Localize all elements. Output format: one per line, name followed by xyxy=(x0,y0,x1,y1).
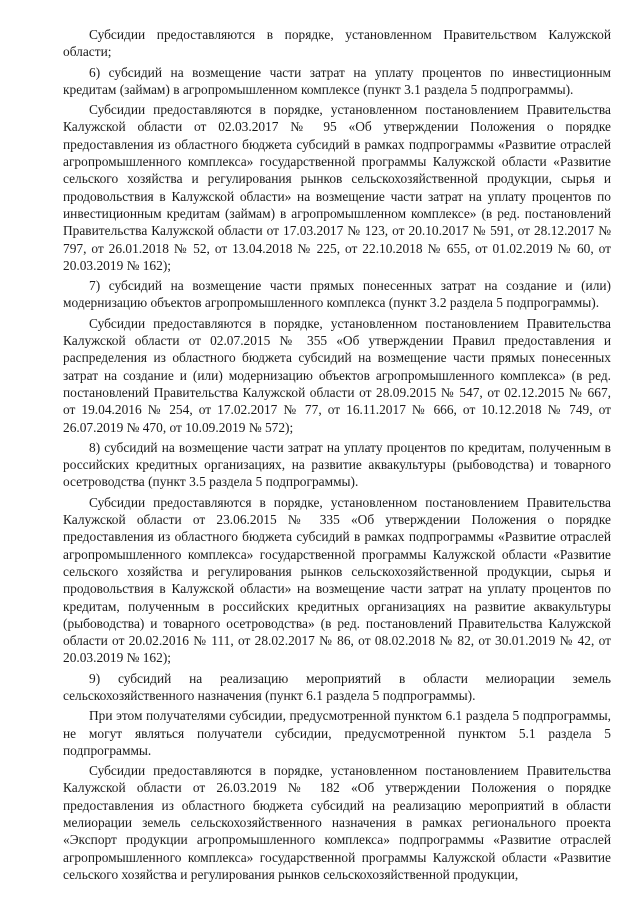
paragraph-item-9: 9) субсидий на реализацию мероприятий в области мелиорации земель сельскохозяйственного назначения (пункт 6.1 раздела 5 подпрограммы). xyxy=(63,670,611,703)
paragraph-resolution-95: Субсидии предоставляются в порядке, установленном постановлением Правительства Калужской области от 02.03.2017 № 95 «Об утверждении Положения о порядке предоставления из областного бюджета субсидий в рамках подпрограммы «Развитие отраслей агропромышленного комплекса» государственной программы Калужской области «Развитие сельского хозяйства и регулирования рынков сельскохозяйственной продукции, сырья и продовольствия в Калужской области» на возмещение части затрат на уплату процентов по инвестиционным кредитам (займам) в агропромышленном комплексе» (в ред. постановлений Правительства Калужской области от 17.03.2017 № 123, от 20.10.2017 № 591, от 28.12.2017 № 797, от 26.01.2018 № 52, от 13.04.2018 № 225, от 22.10.2018 № 655, от 01.02.2019 № 60, от 20.03.2019 № 162); xyxy=(63,102,611,273)
paragraph-item-7: 7) субсидий на возмещение части прямых понесенных затрат на создание и (или) модернизацию объектов агропромышленного комплекса (пункт 3.2 раздела 5 подпрограммы). xyxy=(63,278,611,311)
paragraph-item-6: 6) субсидий на возмещение части затрат на уплату процентов по инвестиционным кредитам (займам) в агропромышленном комплексе (пункт 3.1 раздела 5 подпрограммы). xyxy=(63,64,611,97)
paragraph-resolution-335: Субсидии предоставляются в порядке, установленном постановлением Правительства Калужской области от 23.06.2015 № 335 «Об утверждении Положения о порядке предоставления из областного бюджета субсидий в рамках подпрограммы «Развитие отраслей агропромышленного комплекса» государственной программы Калужской области «Развитие сельского хозяйства и регулирования рынков сельскохозяйственной продукции, сырья и продовольствия в Калужской области» на возмещение части затрат на уплату процентов по кредитам, полученным в российских кредитных организациях на развитие аквакультуры (рыбоводства) и товарного осетроводства» (в ред. постановлений Правительства Калужской области от 20.02.2016 № 111, от 28.02.2017 № 86, от 08.02.2018 № 82, от 30.01.2019 № 42, от 20.03.2019 № 162); xyxy=(63,494,611,666)
paragraph-resolution-355: Субсидии предоставляются в порядке, установленном постановлением Правительства Калужской области от 02.07.2015 № 355 «Об утверждении Правил предоставления и распределения из областного бюджета субсидий на возмещение части прямых понесенных затрат на создание и (или) модернизацию объектов агропромышленного комплекса» (в ред. постановлений Правительства Калужской области от 28.09.2015 № 547, от 02.12.2015 № 667, от 19.04.2016 № 254, от 17.02.2017 № 77, от 16.11.2017 № 666, от 10.12.2018 № 749, от 26.07.2019 № 470, от 10.09.2019 № 572); xyxy=(63,315,611,435)
document-page xyxy=(63,26,611,886)
paragraph-resolution-182: Субсидии предоставляются в порядке, установленном постановлением Правительства Калужской области от 26.03.2019 № 182 «Об утверждении Положения о порядке предоставления из областного бюджета субсидий на реализацию мероприятий в области мелиорации земель сельскохозяйственного назначения в рамках регионального проекта «Экспорт продукции агропромышленного комплекса» подпрограммы «Развитие отраслей агропромышленного комплекса» государственной программы Калужской области «Развитие сельского хозяйства и регулирования рынков сельскохозяйственной продукции, xyxy=(63,763,611,882)
paragraph-recipients-note: При этом получателями субсидии, предусмотренной пунктом 6.1 раздела 5 подпрограммы, не могут являться получатели субсидии, предусмотренной пунктом 5.1 раздела 5 подпрограммы. xyxy=(63,708,611,758)
paragraph-subsidies-government-order: Субсидии предоставляются в порядке, установленном Правительством Калужской области; xyxy=(63,27,611,60)
paragraph-item-8: 8) субсидий на возмещение части затрат на уплату процентов по кредитам, полученным в российских кредитных организациях, на развитие аквакультуры (рыбоводства) и товарного осетроводства (пункт 3.5 раздела 5 подпрограммы). xyxy=(63,439,611,490)
